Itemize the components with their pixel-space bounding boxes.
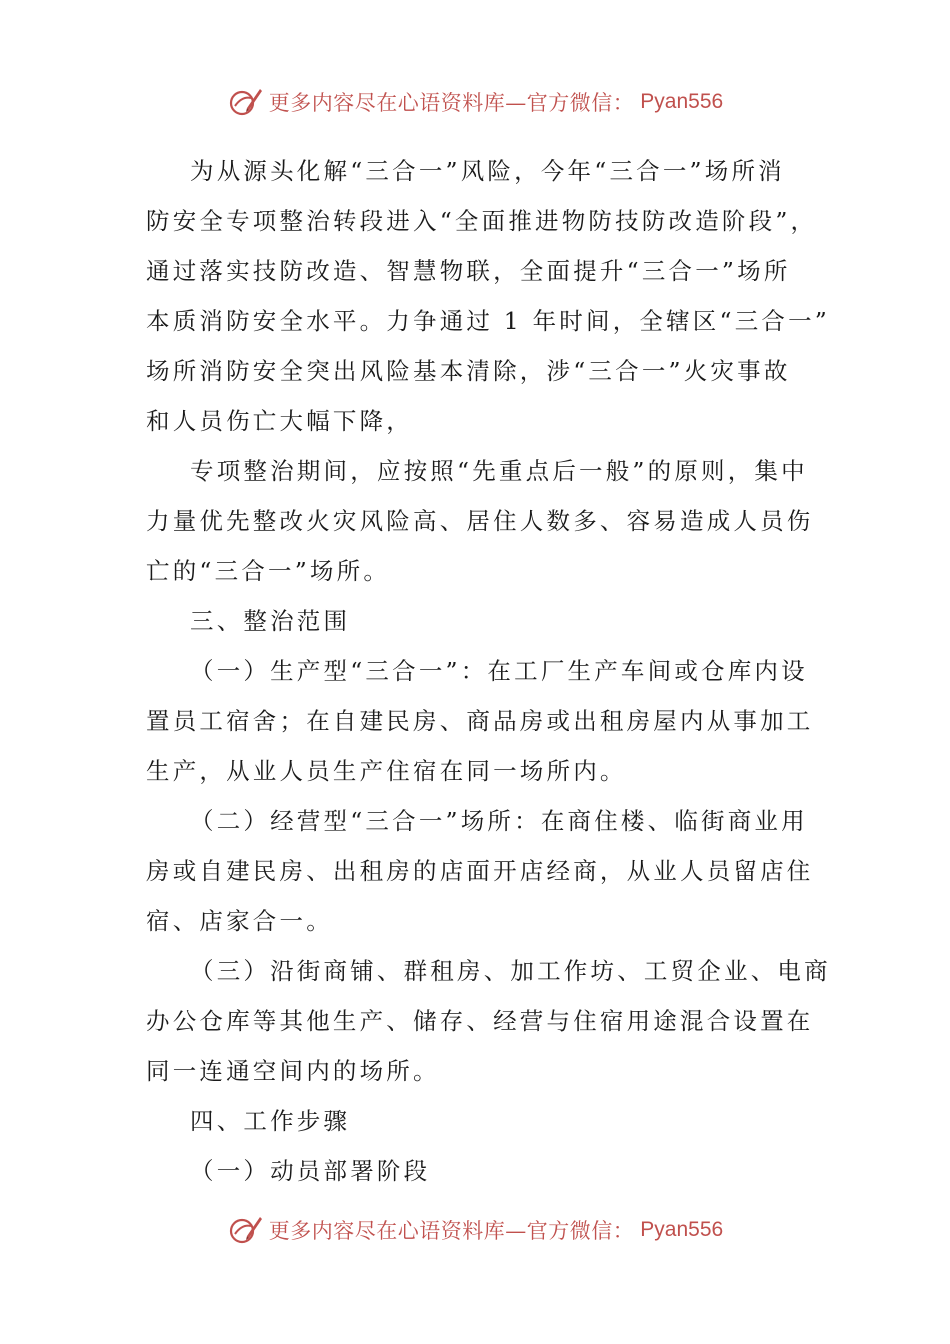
body-line: 办公仓库等其他生产、储存、经营与住宿用途混合设置在 bbox=[146, 1007, 814, 1035]
header-watermark bbox=[0, 80, 950, 124]
subsection-heading: （一）动员部署阶段 bbox=[190, 1157, 431, 1185]
body-line: 和人员伤亡大幅下降， bbox=[146, 407, 413, 435]
body-line: 场所消防安全突出风险基本清除，涉“三合一”火灾事故 bbox=[146, 357, 791, 385]
body-line: 生产，从业人员生产住宿在同一场所内。 bbox=[146, 757, 627, 785]
pen-logo-icon bbox=[227, 84, 263, 120]
watermark-text: 更多内容尽在心语资料库—官方微信： bbox=[268, 91, 635, 115]
watermark-handle: Pyan556 bbox=[640, 1218, 724, 1241]
body-line: 本质消防安全水平。力争通过 1 年时间，全辖区“三合一” bbox=[146, 307, 831, 335]
body-line: （一）生产型“三合一”：在工厂生产车间或仓库内设 bbox=[190, 657, 808, 685]
body-line: （二）经营型“三合一”场所：在商住楼、临街商业用 bbox=[190, 807, 808, 835]
document-body bbox=[146, 146, 831, 1196]
footer-watermark bbox=[0, 1208, 950, 1252]
body-line: 宿、店家合一。 bbox=[146, 907, 333, 935]
watermark-handle: Pyan556 bbox=[640, 90, 724, 113]
body-line: 通过落实技防改造、智慧物联，全面提升“三合一”场所 bbox=[146, 257, 791, 285]
body-line: 房或自建民房、出租房的店面开店经商，从业人员留店住 bbox=[146, 857, 814, 885]
body-line: 置员工宿舍；在自建民房、商品房或出租房屋内从事加工 bbox=[146, 707, 814, 735]
body-line: 防安全专项整治转段进入“全面推进物防技防改造阶段”， bbox=[146, 207, 818, 235]
body-line: 专项整治期间，应按照“先重点后一般”的原则，集中 bbox=[190, 457, 808, 485]
body-line: 为从源头化解“三合一”风险，今年“三合一”场所消 bbox=[190, 157, 785, 185]
body-line: （三）沿街商铺、群租房、加工作坊、工贸企业、电商 bbox=[190, 957, 831, 985]
body-line: 亡的“三合一”场所。 bbox=[146, 557, 391, 585]
section-heading: 四、工作步骤 bbox=[190, 1107, 351, 1135]
section-heading: 三、整治范围 bbox=[190, 607, 351, 635]
body-line: 力量优先整改火灾风险高、居住人数多、容易造成人员伤 bbox=[146, 507, 814, 535]
pen-logo-icon bbox=[227, 1212, 263, 1248]
body-line: 同一连通空间内的场所。 bbox=[146, 1057, 440, 1085]
watermark-text: 更多内容尽在心语资料库—官方微信： bbox=[268, 1219, 635, 1243]
